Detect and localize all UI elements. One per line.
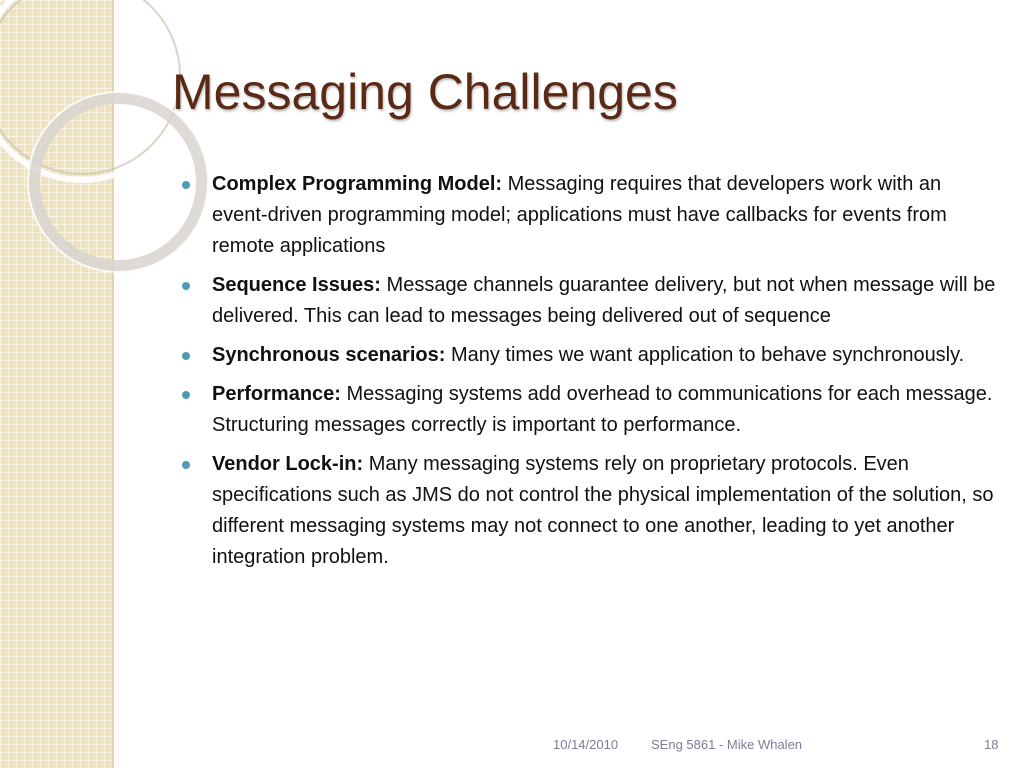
footer-course-author: SEng 5861 - Mike Whalen xyxy=(651,737,803,752)
bullet-dot-icon xyxy=(182,282,190,290)
bullet-dot-icon xyxy=(182,391,190,399)
decorative-ring-small xyxy=(34,98,202,266)
footer-date: 10/14/2010 xyxy=(553,737,619,752)
bullet-item-synchronous-scenarios xyxy=(212,340,1002,371)
bullet-term: Vendor Lock-in: xyxy=(212,453,364,475)
bullet-term: Complex Programming Model: xyxy=(212,173,503,195)
bullet-list xyxy=(212,169,1002,581)
bullet-item-vendor-lock-in xyxy=(212,449,1002,573)
decorative-rings xyxy=(0,0,230,300)
bullet-term: Sequence Issues: xyxy=(212,274,381,296)
bullet-text: Message channels guarantee delivery, but not when message will be delivered. This can lead to messages being delivered out of sequence xyxy=(212,274,996,327)
bullet-text: Messaging systems add overhead to communications for each message. Structuring messages correctly is important to performance. xyxy=(212,383,993,436)
bullet-dot-icon xyxy=(182,352,190,360)
bullet-item-performance xyxy=(212,379,1002,441)
bullet-text: Messaging requires that developers work with an event-driven programming model; applications must have callbacks for events from remote applications xyxy=(212,173,947,257)
bullet-term: Performance: xyxy=(212,383,341,405)
bullet-item-complex-programming-model xyxy=(212,169,1002,262)
bullet-dot-icon xyxy=(182,461,190,469)
slide-title: Messaging Challenges xyxy=(172,64,678,120)
bullet-text: Many times we want application to behave synchronously. xyxy=(450,344,965,366)
bullet-text: Many messaging systems rely on proprietary protocols. Even specifications such as JMS do not control the physical implementation of the solution, so different messaging systems may not connect to one another, leading to yet another integration problem. xyxy=(212,453,994,568)
bullet-dot-icon xyxy=(182,181,190,189)
decorative-ring-large xyxy=(0,0,186,180)
slide-number: 18 xyxy=(984,737,999,752)
bullet-term: Synchronous scenarios: xyxy=(212,344,446,366)
bullet-item-sequence-issues xyxy=(212,270,1002,332)
